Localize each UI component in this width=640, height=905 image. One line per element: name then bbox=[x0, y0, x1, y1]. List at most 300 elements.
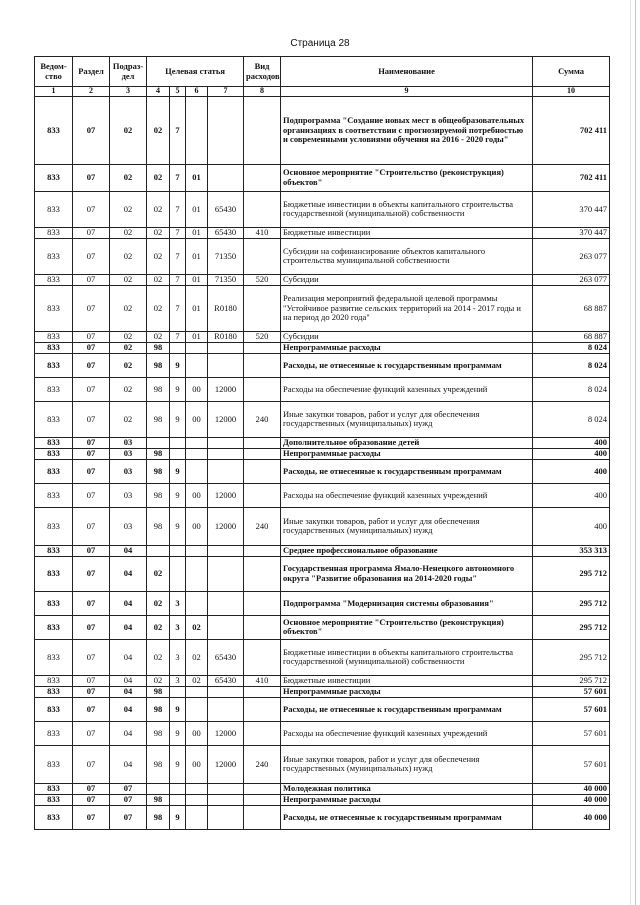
cell-razdel: 07 bbox=[73, 686, 110, 697]
cell-razdel: 07 bbox=[73, 274, 110, 285]
table-row bbox=[35, 783, 610, 794]
cell-summa: 263 077 bbox=[533, 238, 610, 274]
cell-vid-raskhodov: 520 bbox=[244, 331, 281, 342]
cell-target-measure: 01 bbox=[186, 285, 208, 331]
cell-razdel: 07 bbox=[73, 238, 110, 274]
cell-target-direction bbox=[208, 459, 244, 483]
cell-target-program: 98 bbox=[147, 483, 170, 507]
cell-vid-raskhodov bbox=[244, 615, 281, 639]
cell-target-subprogram: 7 bbox=[170, 191, 186, 227]
cell-vedomstvo: 833 bbox=[35, 238, 73, 274]
cell-naimenovanie: Реализация мероприятий федеральной целевой программы "Устойчивое развитие сельских территорий на 2014 - 2017 годы и на период до 2020 года" bbox=[281, 285, 533, 331]
cell-target-program: 02 bbox=[147, 227, 170, 238]
cell-vedomstvo: 833 bbox=[35, 697, 73, 721]
cell-podrazdel: 04 bbox=[110, 556, 147, 591]
cell-summa: 57 601 bbox=[533, 745, 610, 783]
cell-target-subprogram: 9 bbox=[170, 721, 186, 745]
table-row bbox=[35, 745, 610, 783]
cell-naimenovanie: Расходы на обеспечение функций казенных учреждений bbox=[281, 483, 533, 507]
cell-podrazdel: 04 bbox=[110, 697, 147, 721]
cell-razdel: 07 bbox=[73, 697, 110, 721]
cell-target-subprogram bbox=[170, 686, 186, 697]
table-row bbox=[35, 274, 610, 285]
cell-razdel: 07 bbox=[73, 459, 110, 483]
cell-naimenovanie: Бюджетные инвестиции в объекты капитального строительства государственной (муниципальной) собственности bbox=[281, 639, 533, 675]
cell-naimenovanie: Расходы, не отнесенные к государственным программам bbox=[281, 353, 533, 377]
cell-target-subprogram: 3 bbox=[170, 615, 186, 639]
cell-vedomstvo: 833 bbox=[35, 285, 73, 331]
table-row bbox=[35, 285, 610, 331]
cell-target-measure: 01 bbox=[186, 274, 208, 285]
cell-target-program: 98 bbox=[147, 697, 170, 721]
cell-summa: 263 077 bbox=[533, 274, 610, 285]
cell-razdel: 07 bbox=[73, 191, 110, 227]
cell-target-direction bbox=[208, 805, 244, 829]
cell-target-direction: R0180 bbox=[208, 331, 244, 342]
cell-target-subprogram: 9 bbox=[170, 401, 186, 437]
cell-podrazdel: 02 bbox=[110, 401, 147, 437]
column-index: 9 bbox=[281, 87, 533, 97]
cell-naimenovanie: Дополнительное образование детей bbox=[281, 437, 533, 448]
cell-podrazdel: 07 bbox=[110, 794, 147, 805]
cell-razdel: 07 bbox=[73, 556, 110, 591]
cell-vedomstvo: 833 bbox=[35, 675, 73, 686]
cell-summa: 295 712 bbox=[533, 675, 610, 686]
cell-razdel: 07 bbox=[73, 353, 110, 377]
cell-podrazdel: 04 bbox=[110, 745, 147, 783]
cell-target-subprogram bbox=[170, 556, 186, 591]
cell-vedomstvo: 833 bbox=[35, 96, 73, 164]
cell-vid-raskhodov: 410 bbox=[244, 227, 281, 238]
cell-podrazdel: 04 bbox=[110, 615, 147, 639]
cell-target-measure: 02 bbox=[186, 675, 208, 686]
cell-vedomstvo: 833 bbox=[35, 342, 73, 353]
cell-target-subprogram bbox=[170, 448, 186, 459]
cell-podrazdel: 03 bbox=[110, 507, 147, 545]
cell-target-direction: 71350 bbox=[208, 274, 244, 285]
cell-razdel: 07 bbox=[73, 721, 110, 745]
cell-target-subprogram: 7 bbox=[170, 164, 186, 191]
cell-target-subprogram bbox=[170, 783, 186, 794]
cell-target-program: 98 bbox=[147, 805, 170, 829]
cell-naimenovanie: Расходы на обеспечение функций казенных учреждений bbox=[281, 721, 533, 745]
cell-naimenovanie: Непрограммные расходы bbox=[281, 342, 533, 353]
header-row bbox=[35, 57, 610, 87]
cell-target-measure bbox=[186, 459, 208, 483]
cell-summa: 57 601 bbox=[533, 721, 610, 745]
cell-razdel: 07 bbox=[73, 783, 110, 794]
cell-vid-raskhodov bbox=[244, 191, 281, 227]
cell-summa: 40 000 bbox=[533, 794, 610, 805]
cell-target-subprogram: 9 bbox=[170, 353, 186, 377]
table-row bbox=[35, 556, 610, 591]
cell-summa: 702 411 bbox=[533, 164, 610, 191]
cell-target-subprogram: 7 bbox=[170, 331, 186, 342]
cell-target-program: 02 bbox=[147, 274, 170, 285]
cell-vedomstvo: 833 bbox=[35, 483, 73, 507]
cell-podrazdel: 02 bbox=[110, 164, 147, 191]
cell-summa: 295 712 bbox=[533, 556, 610, 591]
cell-target-subprogram: 9 bbox=[170, 483, 186, 507]
cell-target-program: 02 bbox=[147, 164, 170, 191]
cell-summa: 400 bbox=[533, 448, 610, 459]
cell-target-program: 02 bbox=[147, 238, 170, 274]
cell-razdel: 07 bbox=[73, 331, 110, 342]
cell-vid-raskhodov bbox=[244, 794, 281, 805]
cell-vid-raskhodov bbox=[244, 238, 281, 274]
cell-vid-raskhodov bbox=[244, 164, 281, 191]
cell-target-program: 02 bbox=[147, 96, 170, 164]
cell-vid-raskhodov: 240 bbox=[244, 745, 281, 783]
cell-target-direction: 65430 bbox=[208, 639, 244, 675]
cell-target-measure: 00 bbox=[186, 401, 208, 437]
column-index: 6 bbox=[186, 87, 208, 97]
cell-naimenovanie: Расходы, не отнесенные к государственным программам bbox=[281, 805, 533, 829]
cell-target-program: 02 bbox=[147, 331, 170, 342]
cell-target-measure: 01 bbox=[186, 164, 208, 191]
cell-target-measure bbox=[186, 805, 208, 829]
cell-razdel: 07 bbox=[73, 745, 110, 783]
cell-vid-raskhodov bbox=[244, 459, 281, 483]
cell-target-program: 02 bbox=[147, 615, 170, 639]
cell-naimenovanie: Иные закупки товаров, работ и услуг для обеспечения государственных (муниципальных) нужд bbox=[281, 507, 533, 545]
cell-target-subprogram: 9 bbox=[170, 377, 186, 401]
cell-summa: 295 712 bbox=[533, 615, 610, 639]
cell-summa: 68 887 bbox=[533, 285, 610, 331]
cell-naimenovanie: Расходы, не отнесенные к государственным программам bbox=[281, 459, 533, 483]
cell-summa: 702 411 bbox=[533, 96, 610, 164]
cell-summa: 40 000 bbox=[533, 805, 610, 829]
column-index: 1 bbox=[35, 87, 73, 97]
cell-razdel: 07 bbox=[73, 227, 110, 238]
cell-vid-raskhodov bbox=[244, 342, 281, 353]
cell-target-program bbox=[147, 783, 170, 794]
cell-target-measure bbox=[186, 342, 208, 353]
table-row bbox=[35, 721, 610, 745]
cell-vedomstvo: 833 bbox=[35, 639, 73, 675]
cell-vedomstvo: 833 bbox=[35, 331, 73, 342]
cell-target-measure: 01 bbox=[186, 331, 208, 342]
cell-naimenovanie: Бюджетные инвестиции bbox=[281, 675, 533, 686]
cell-target-measure: 02 bbox=[186, 615, 208, 639]
table-row bbox=[35, 805, 610, 829]
cell-vedomstvo: 833 bbox=[35, 353, 73, 377]
cell-summa: 400 bbox=[533, 459, 610, 483]
cell-podrazdel: 04 bbox=[110, 675, 147, 686]
cell-target-program: 02 bbox=[147, 285, 170, 331]
cell-podrazdel: 02 bbox=[110, 227, 147, 238]
cell-target-measure bbox=[186, 686, 208, 697]
cell-summa: 370 447 bbox=[533, 227, 610, 238]
cell-target-measure bbox=[186, 448, 208, 459]
cell-razdel: 07 bbox=[73, 507, 110, 545]
cell-target-measure: 01 bbox=[186, 227, 208, 238]
table-row bbox=[35, 377, 610, 401]
cell-target-direction bbox=[208, 353, 244, 377]
header-razdel: Раздел bbox=[73, 57, 110, 87]
cell-vid-raskhodov bbox=[244, 285, 281, 331]
table-row bbox=[35, 615, 610, 639]
cell-target-direction: 12000 bbox=[208, 745, 244, 783]
cell-summa: 57 601 bbox=[533, 697, 610, 721]
cell-vid-raskhodov bbox=[244, 437, 281, 448]
cell-target-program: 02 bbox=[147, 639, 170, 675]
cell-podrazdel: 03 bbox=[110, 437, 147, 448]
cell-summa: 400 bbox=[533, 483, 610, 507]
cell-target-measure: 01 bbox=[186, 238, 208, 274]
cell-vedomstvo: 833 bbox=[35, 401, 73, 437]
cell-target-program bbox=[147, 545, 170, 556]
cell-podrazdel: 02 bbox=[110, 377, 147, 401]
cell-podrazdel: 02 bbox=[110, 353, 147, 377]
cell-target-program: 98 bbox=[147, 459, 170, 483]
column-index: 3 bbox=[110, 87, 147, 97]
table-row bbox=[35, 675, 610, 686]
cell-target-direction: 65430 bbox=[208, 675, 244, 686]
cell-naimenovanie: Непрограммные расходы bbox=[281, 448, 533, 459]
cell-razdel: 07 bbox=[73, 483, 110, 507]
cell-target-direction: 12000 bbox=[208, 721, 244, 745]
header-vedomstvo: Ведом-ство bbox=[35, 57, 73, 87]
table-row bbox=[35, 342, 610, 353]
cell-target-subprogram: 9 bbox=[170, 507, 186, 545]
cell-naimenovanie: Расходы на обеспечение функций казенных учреждений bbox=[281, 377, 533, 401]
cell-vid-raskhodov bbox=[244, 639, 281, 675]
cell-razdel: 07 bbox=[73, 96, 110, 164]
cell-podrazdel: 03 bbox=[110, 459, 147, 483]
table-row bbox=[35, 191, 610, 227]
table-row bbox=[35, 437, 610, 448]
cell-podrazdel: 07 bbox=[110, 783, 147, 794]
cell-vid-raskhodov bbox=[244, 697, 281, 721]
cell-vedomstvo: 833 bbox=[35, 227, 73, 238]
cell-target-subprogram: 3 bbox=[170, 591, 186, 615]
cell-summa: 8 024 bbox=[533, 353, 610, 377]
cell-target-direction: 12000 bbox=[208, 377, 244, 401]
cell-razdel: 07 bbox=[73, 285, 110, 331]
cell-naimenovanie: Подпрограмма "Создание новых мест в общеобразовательных организациях в соответствии с прогнозируемой потребностью и современными условиями обучения на 2016 - 2020 годы" bbox=[281, 96, 533, 164]
cell-razdel: 07 bbox=[73, 437, 110, 448]
table-row bbox=[35, 164, 610, 191]
cell-target-measure bbox=[186, 591, 208, 615]
cell-target-program: 02 bbox=[147, 591, 170, 615]
cell-vedomstvo: 833 bbox=[35, 783, 73, 794]
cell-target-measure bbox=[186, 783, 208, 794]
cell-vedomstvo: 833 bbox=[35, 721, 73, 745]
cell-podrazdel: 04 bbox=[110, 545, 147, 556]
cell-target-program: 98 bbox=[147, 342, 170, 353]
cell-target-measure: 00 bbox=[186, 507, 208, 545]
cell-naimenovanie: Основное мероприятие "Строительство (реконструкция) объектов" bbox=[281, 615, 533, 639]
header-podrazdel: Подраз-дел bbox=[110, 57, 147, 87]
cell-target-measure: 00 bbox=[186, 377, 208, 401]
cell-target-program: 98 bbox=[147, 794, 170, 805]
cell-vedomstvo: 833 bbox=[35, 745, 73, 783]
cell-target-subprogram: 7 bbox=[170, 238, 186, 274]
cell-vid-raskhodov bbox=[244, 377, 281, 401]
cell-vid-raskhodov bbox=[244, 96, 281, 164]
cell-vedomstvo: 833 bbox=[35, 794, 73, 805]
cell-target-program: 02 bbox=[147, 191, 170, 227]
cell-target-direction bbox=[208, 591, 244, 615]
cell-naimenovanie: Бюджетные инвестиции в объекты капитального строительства государственной (муниципальной) собственности bbox=[281, 191, 533, 227]
cell-target-measure bbox=[186, 437, 208, 448]
cell-target-direction bbox=[208, 615, 244, 639]
table-row bbox=[35, 448, 610, 459]
cell-razdel: 07 bbox=[73, 377, 110, 401]
cell-summa: 40 000 bbox=[533, 783, 610, 794]
cell-naimenovanie: Среднее профессиональное образование bbox=[281, 545, 533, 556]
cell-vedomstvo: 833 bbox=[35, 615, 73, 639]
cell-vedomstvo: 833 bbox=[35, 191, 73, 227]
cell-naimenovanie: Молодежная политика bbox=[281, 783, 533, 794]
cell-target-direction: 12000 bbox=[208, 507, 244, 545]
cell-summa: 8 024 bbox=[533, 342, 610, 353]
cell-target-direction bbox=[208, 794, 244, 805]
cell-vedomstvo: 833 bbox=[35, 686, 73, 697]
cell-podrazdel: 02 bbox=[110, 191, 147, 227]
cell-summa: 57 601 bbox=[533, 686, 610, 697]
cell-target-program: 98 bbox=[147, 353, 170, 377]
table-row bbox=[35, 697, 610, 721]
cell-naimenovanie: Непрограммные расходы bbox=[281, 686, 533, 697]
cell-target-direction bbox=[208, 545, 244, 556]
cell-razdel: 07 bbox=[73, 794, 110, 805]
cell-target-measure bbox=[186, 556, 208, 591]
cell-target-direction: 65430 bbox=[208, 227, 244, 238]
cell-target-direction bbox=[208, 783, 244, 794]
scan-edge-inner bbox=[630, 0, 631, 905]
cell-naimenovanie: Непрограммные расходы bbox=[281, 794, 533, 805]
cell-vid-raskhodov bbox=[244, 805, 281, 829]
table-row bbox=[35, 794, 610, 805]
cell-summa: 370 447 bbox=[533, 191, 610, 227]
cell-naimenovanie: Бюджетные инвестиции bbox=[281, 227, 533, 238]
cell-target-subprogram bbox=[170, 437, 186, 448]
cell-vid-raskhodov bbox=[244, 686, 281, 697]
cell-podrazdel: 04 bbox=[110, 639, 147, 675]
header-vid-raskhodov: Вид расходов bbox=[244, 57, 281, 87]
scan-edge bbox=[635, 0, 636, 905]
cell-summa: 400 bbox=[533, 507, 610, 545]
cell-podrazdel: 02 bbox=[110, 238, 147, 274]
cell-target-program: 98 bbox=[147, 377, 170, 401]
cell-vedomstvo: 833 bbox=[35, 545, 73, 556]
cell-target-subprogram: 9 bbox=[170, 805, 186, 829]
cell-target-program: 98 bbox=[147, 721, 170, 745]
table-row bbox=[35, 238, 610, 274]
cell-target-program bbox=[147, 437, 170, 448]
table-row bbox=[35, 507, 610, 545]
cell-summa: 68 887 bbox=[533, 331, 610, 342]
column-index: 4 bbox=[147, 87, 170, 97]
cell-vedomstvo: 833 bbox=[35, 507, 73, 545]
table-row bbox=[35, 483, 610, 507]
table-row bbox=[35, 227, 610, 238]
cell-target-subprogram bbox=[170, 545, 186, 556]
column-index: 8 bbox=[244, 87, 281, 97]
column-index-row bbox=[35, 87, 610, 97]
cell-podrazdel: 04 bbox=[110, 721, 147, 745]
cell-target-direction bbox=[208, 448, 244, 459]
table-row bbox=[35, 401, 610, 437]
cell-target-subprogram: 9 bbox=[170, 459, 186, 483]
cell-vid-raskhodov bbox=[244, 721, 281, 745]
cell-vedomstvo: 833 bbox=[35, 805, 73, 829]
cell-target-subprogram: 3 bbox=[170, 675, 186, 686]
cell-naimenovanie: Субсидии bbox=[281, 274, 533, 285]
cell-razdel: 07 bbox=[73, 591, 110, 615]
cell-target-subprogram: 7 bbox=[170, 274, 186, 285]
cell-vid-raskhodov bbox=[244, 591, 281, 615]
cell-target-direction bbox=[208, 437, 244, 448]
cell-target-program: 02 bbox=[147, 556, 170, 591]
cell-naimenovanie: Государственная программа Ямало-Ненецкого автономного округа "Развитие образования на 2014-2020 годы" bbox=[281, 556, 533, 591]
cell-vedomstvo: 833 bbox=[35, 556, 73, 591]
cell-summa: 400 bbox=[533, 437, 610, 448]
cell-target-subprogram: 3 bbox=[170, 639, 186, 675]
cell-target-measure: 00 bbox=[186, 745, 208, 783]
cell-podrazdel: 02 bbox=[110, 274, 147, 285]
cell-target-measure: 01 bbox=[186, 191, 208, 227]
cell-target-measure bbox=[186, 545, 208, 556]
cell-target-subprogram: 7 bbox=[170, 96, 186, 164]
table-row bbox=[35, 639, 610, 675]
column-index: 7 bbox=[208, 87, 244, 97]
cell-target-subprogram: 7 bbox=[170, 285, 186, 331]
cell-vedomstvo: 833 bbox=[35, 437, 73, 448]
cell-target-program: 98 bbox=[147, 401, 170, 437]
cell-vid-raskhodov bbox=[244, 448, 281, 459]
cell-naimenovanie: Субсидии bbox=[281, 331, 533, 342]
cell-vid-raskhodov: 410 bbox=[244, 675, 281, 686]
cell-target-program: 98 bbox=[147, 448, 170, 459]
cell-target-direction bbox=[208, 342, 244, 353]
cell-razdel: 07 bbox=[73, 639, 110, 675]
cell-podrazdel: 03 bbox=[110, 448, 147, 459]
cell-target-measure: 00 bbox=[186, 483, 208, 507]
cell-target-direction bbox=[208, 697, 244, 721]
cell-razdel: 07 bbox=[73, 545, 110, 556]
cell-target-direction bbox=[208, 164, 244, 191]
cell-razdel: 07 bbox=[73, 401, 110, 437]
cell-target-subprogram: 9 bbox=[170, 697, 186, 721]
table-body bbox=[35, 96, 610, 829]
cell-target-program: 98 bbox=[147, 507, 170, 545]
cell-naimenovanie: Иные закупки товаров, работ и услуг для обеспечения государственных (муниципальных) нужд bbox=[281, 401, 533, 437]
cell-summa: 295 712 bbox=[533, 639, 610, 675]
cell-razdel: 07 bbox=[73, 342, 110, 353]
header-tselevaya-statya: Целевая статья bbox=[147, 57, 244, 87]
cell-target-measure: 02 bbox=[186, 639, 208, 675]
cell-naimenovanie: Основное мероприятие "Строительство (реконструкция) объектов" bbox=[281, 164, 533, 191]
table-row bbox=[35, 331, 610, 342]
cell-vid-raskhodov: 520 bbox=[244, 274, 281, 285]
table-row bbox=[35, 353, 610, 377]
cell-vid-raskhodov bbox=[244, 556, 281, 591]
column-index: 2 bbox=[73, 87, 110, 97]
cell-target-direction bbox=[208, 556, 244, 591]
cell-podrazdel: 07 bbox=[110, 805, 147, 829]
cell-vid-raskhodov bbox=[244, 483, 281, 507]
cell-target-program: 02 bbox=[147, 675, 170, 686]
cell-vedomstvo: 833 bbox=[35, 459, 73, 483]
cell-naimenovanie: Подпрограмма "Модернизация системы образования" bbox=[281, 591, 533, 615]
cell-target-direction: 71350 bbox=[208, 238, 244, 274]
cell-vedomstvo: 833 bbox=[35, 377, 73, 401]
cell-target-measure: 00 bbox=[186, 721, 208, 745]
cell-naimenovanie: Расходы, не отнесенные к государственным программам bbox=[281, 697, 533, 721]
